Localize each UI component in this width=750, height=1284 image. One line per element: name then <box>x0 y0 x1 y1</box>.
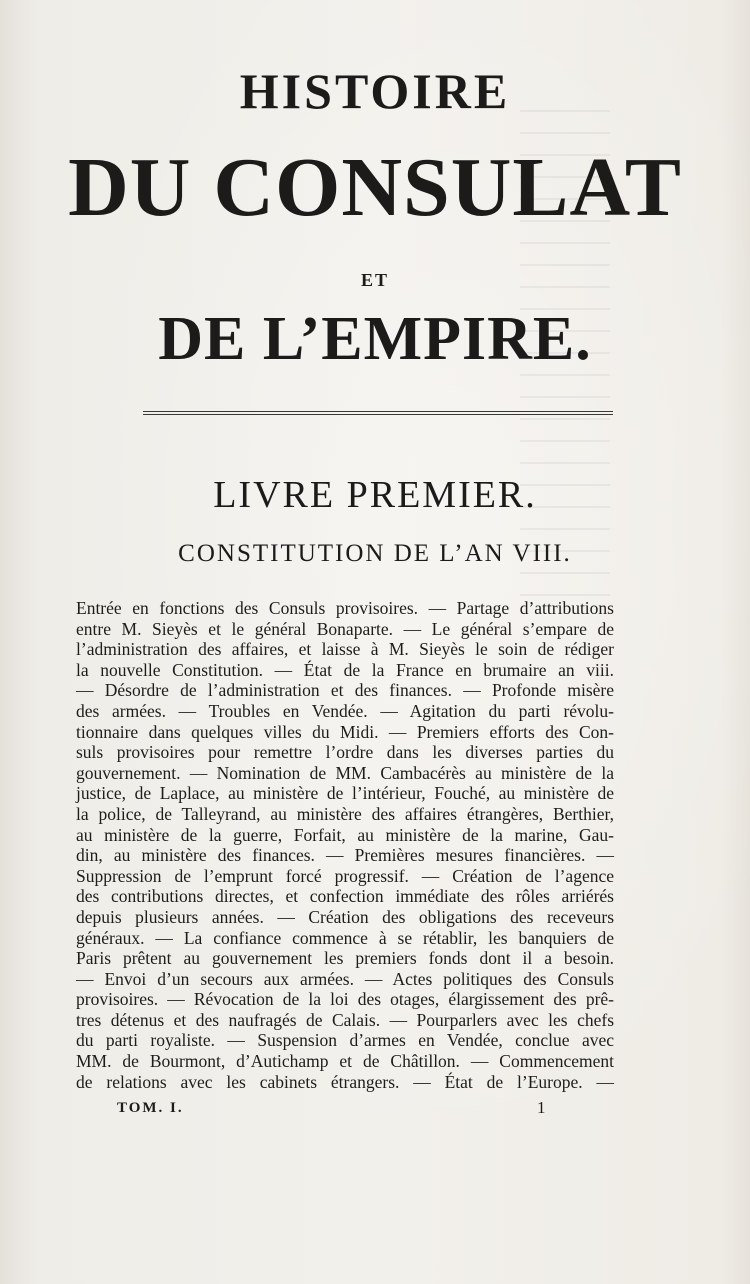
summary-line: Paris prêtent au gouvernement les premiers fonds dont il a besoin. <box>76 948 614 969</box>
volume-marker: TOM. I. <box>117 1100 184 1116</box>
title-et: ET <box>360 270 389 290</box>
summary-line: MM. de Bourmont, d’Autichamp et de Châtillon. — Commencement <box>76 1051 614 1072</box>
summary-line: gouvernement. — Nomination de MM. Cambacérès au ministère de la <box>76 762 614 783</box>
summary-line: tionnaire dans quelques villes du Midi. — Premiers efforts des Con- <box>76 721 614 742</box>
summary-line: depuis plusieurs années. — Création des obligations des receveurs <box>76 906 614 927</box>
signature-number: 1 <box>537 1098 546 1117</box>
summary-line: — Désordre de l’administration et des finances. — Profonde misère <box>76 680 614 701</box>
title-du-consulat: DU CONSULAT <box>68 141 682 234</box>
chapter-summary <box>76 598 614 1092</box>
summary-line: la police, de Talleyrand, au ministère des affaires étrangères, Berthier, <box>76 803 614 824</box>
summary-line: des contributions directes, et confection immédiate des rôles arriérés <box>76 886 614 907</box>
summary-line: Entrée en fonctions des Consuls provisoires. — Partage d’attributions <box>76 598 614 618</box>
title-histoire: HISTOIRE <box>239 63 511 119</box>
double-rule-divider <box>143 411 613 415</box>
summary-line: Suppression de l’emprunt forcé progressif. — Création de l’agence <box>76 865 614 886</box>
summary-line: din, au ministère des finances. — Premières mesures financières. — <box>76 845 614 866</box>
summary-line: suls provisoires pour remettre l’ordre dans les diverses parties du <box>76 742 614 763</box>
summary-line: — Envoi d’un secours aux armées. — Actes politiques des Consuls <box>76 968 614 989</box>
summary-line: l’administration des affaires, et laisse à M. Sieyès le soin de rédiger <box>76 639 614 660</box>
summary-line: de relations avec les cabinets étrangers. — État de l’Europe. — <box>76 1071 614 1092</box>
summary-line: au ministère de la guerre, Forfait, au ministère de la marine, Gau- <box>76 824 614 845</box>
summary-line: tres détenus et des naufragés de Calais. — Pourparlers avec les chefs <box>76 1009 614 1030</box>
summary-line: justice, de Laplace, au ministère de l’intérieur, Fouché, au ministère de <box>76 783 614 804</box>
book-heading: LIVRE PREMIER. <box>213 474 537 516</box>
summary-line: du parti royaliste. — Suspension d’armes en Vendée, conclue avec <box>76 1030 614 1051</box>
summary-line: la nouvelle Constitution. — État de la France en brumaire an viii. <box>76 659 614 680</box>
chapter-title: CONSTITUTION DE L’AN VIII. <box>178 540 572 567</box>
summary-line: provisoires. — Révocation de la loi des otages, élargissement des prê- <box>76 989 614 1010</box>
summary-line: des armées. — Troubles en Vendée. — Agitation du parti révolu- <box>76 700 614 721</box>
summary-line: généraux. — La confiance commence à se rétablir, les banquiers de <box>76 927 614 948</box>
title-de-l-empire: DE L’EMPIRE. <box>158 305 592 373</box>
summary-line: entre M. Sieyès et le général Bonaparte. — Le général s’empare de <box>76 618 614 639</box>
